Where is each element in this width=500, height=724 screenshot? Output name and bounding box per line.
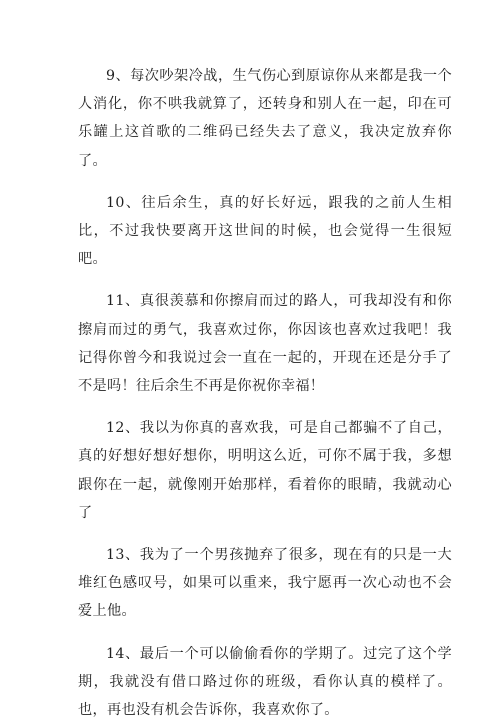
paragraph-10: 10、往后余生，真的好长好远，跟我的之前人生相比，不过我快要离开这世间的时候，也会觉得一生很短吧。 — [78, 194, 452, 268]
paragraph-9: 9、每次吵架冷战，生气伤心到原谅你从来都是我一个人消化，你不哄我就算了，还转身和别人在一起，印在可乐罐上这首歌的二维码已经失去了意义，我决定放弃你了。 — [78, 68, 452, 169]
paragraph-11: 11、真很羡慕和你擦肩而过的路人，可我却没有和你擦肩而过的勇气，我喜欢过你，你因该也喜欢过我吧！我记得你曾今和我说过会一直在一起的，开现在还是分手了不是吗！往后余生不再是你祝你幸福！ — [78, 293, 452, 395]
paragraph-12: 12、我以为你真的喜欢我，可是自己都骗不了自己，真的好想好想好想你，明明这么近，可你不属于我，多想跟你在一起，就像刚开始那样，看着你的眼睛，我就动心了 — [78, 420, 452, 521]
paragraph-14: 14、最后一个可以偷偷看你的学期了。过完了这个学期，我就没有借口路过你的班级，看你认真的模样了。也，再也没有机会告诉你，我喜欢你了。 — [78, 645, 452, 719]
paragraph-13: 13、我为了一个男孩抛弃了很多，现在有的只是一大堆红色感叹号，如果可以重来，我宁愿再一次心动也不会爱上他。 — [78, 547, 452, 620]
